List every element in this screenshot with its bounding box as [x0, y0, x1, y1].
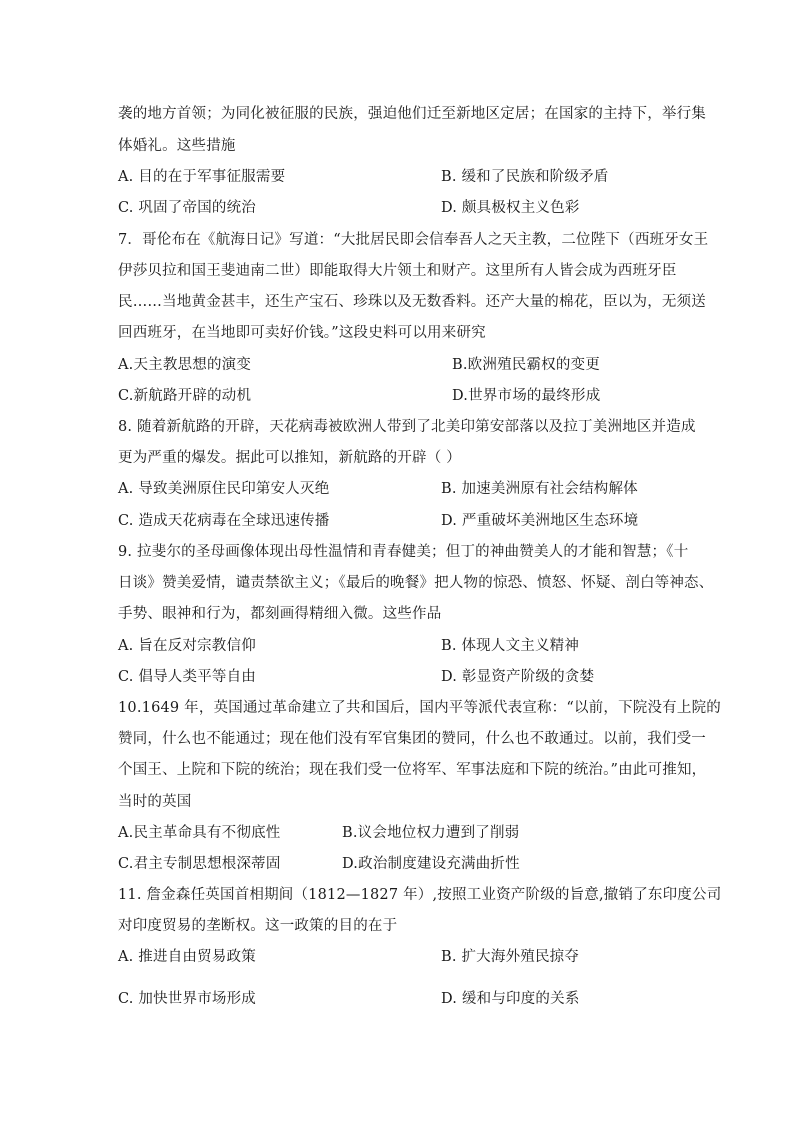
q8-option-b: B. 加速美洲原有社会结构解体: [441, 481, 638, 497]
q8-stem-line-1: 8. 随着新航路的开辟，天花病毒被欧洲人带到了北美印第安部落以及拉丁美洲地区并造成: [118, 419, 696, 435]
q6-option-c: C. 巩固了帝国的统治: [118, 200, 256, 216]
q11-option-d: D. 缓和与印度的关系: [441, 991, 580, 1007]
q10-stem-line-3: 个国王、上院和下院的统治；现在我们受一位将军、军事法庭和下院的统治。”由此可推知，: [118, 762, 707, 778]
q7-stem-line-4: 回西班牙，在当地即可卖好价钱。”这段史料可以用来研究: [118, 325, 486, 341]
q9-option-d: D. 彰显资产阶级的贪婪: [441, 669, 595, 685]
q8-option-d: D. 严重破坏美洲地区生态环境: [441, 513, 639, 529]
q7-option-a: A.天主教思想的演变: [118, 357, 252, 373]
q8-stem-line-2: 更为严重的爆发。据此可以推知，新航路的开辟（ ）: [118, 450, 461, 466]
q11-option-a: A. 推进自由贸易政策: [118, 949, 256, 965]
q6-option-b: B. 缓和了民族和阶级矛盾: [441, 169, 609, 185]
q6-stem-line-1: 袭的地方首领；为同化被征服的民族，强迫他们迁至新地区定居；在国家的主持下，举行集: [118, 106, 706, 122]
q9-stem-line-1: 9. 拉斐尔的圣母画像体现出母性温情和青春健美；但丁的神曲赞美人的才能和智慧；《十: [118, 544, 689, 560]
q7-option-b: B.欧洲殖民霸权的变更: [452, 357, 600, 373]
q7-option-d: D.世界市场的最终形成: [452, 388, 601, 404]
q10-stem-line-4: 当时的英国: [118, 794, 192, 810]
q6-stem-line-2: 体婚礼。这些措施: [118, 138, 236, 154]
q11-option-b: B. 扩大海外殖民掠夺: [441, 949, 580, 965]
q9-option-b: B. 体现人文主义精神: [441, 638, 580, 654]
q6-option-d: D. 颇具极权主义色彩: [441, 200, 580, 216]
q10-stem-line-1: 10.1649 年，英国通过革命建立了共和国后，国内平等派代表宣称：“以前，下院没有上院的: [118, 700, 721, 716]
q7-stem-line-3: 民……当地黄金甚丰，还生产宝石、珍珠以及无数香料。还产大量的棉花，臣以为，无须送: [118, 294, 706, 310]
q10-option-d: D.政治制度建设充满曲折性: [342, 856, 520, 872]
q11-option-c: C. 加快世界市场形成: [118, 991, 256, 1007]
q6-option-a: A. 目的在于军事征服需要: [118, 169, 286, 185]
q7-stem-line-1: 7．哥伦布在《航海日记》写道：“大批居民即会信奉吾人之天主教，二位陛下（西班牙女王: [118, 232, 709, 248]
q11-stem-line-1: 11. 詹金森任英国首相期间（1812—1827 年）,按照工业资产阶级的旨意,撤销了东印度公司: [118, 887, 722, 903]
q8-option-c: C. 造成天花病毒在全球迅速传播: [118, 513, 330, 529]
q9-option-c: C. 倡导人类平等自由: [118, 669, 256, 685]
q10-option-a: A.民主革命具有不彻底性: [118, 825, 281, 841]
q9-option-a: A. 旨在反对宗教信仰: [118, 638, 256, 654]
q9-stem-line-3: 手势、眼神和行为，都刻画得精细入微。这些作品: [118, 606, 442, 622]
q10-stem-line-2: 赞同，什么也不能通过；现在他们没有军官集团的赞同，什么也不敢通过。以前，我们受一: [118, 731, 706, 747]
q8-option-a: A. 导致美洲原住民印第安人灭绝: [118, 481, 330, 497]
q10-option-c: C.君主专制思想根深蒂固: [118, 856, 281, 872]
q11-stem-line-2: 对印度贸易的垄断权。这一政策的目的在于: [118, 918, 398, 934]
q7-stem-line-2: 伊莎贝拉和国王斐迪南二世）即能取得大片领土和财产。这里所有人皆会成为西班牙臣: [118, 263, 677, 279]
q7-option-c: C.新航路开辟的动机: [118, 388, 252, 404]
q10-option-b: B.议会地位权力遭到了削弱: [342, 825, 520, 841]
q9-stem-line-2: 日谈》赞美爱情，谴责禁欲主义；《最后的晚餐》把人物的惊恐、愤怒、怀疑、剖白等神态、: [118, 575, 714, 591]
